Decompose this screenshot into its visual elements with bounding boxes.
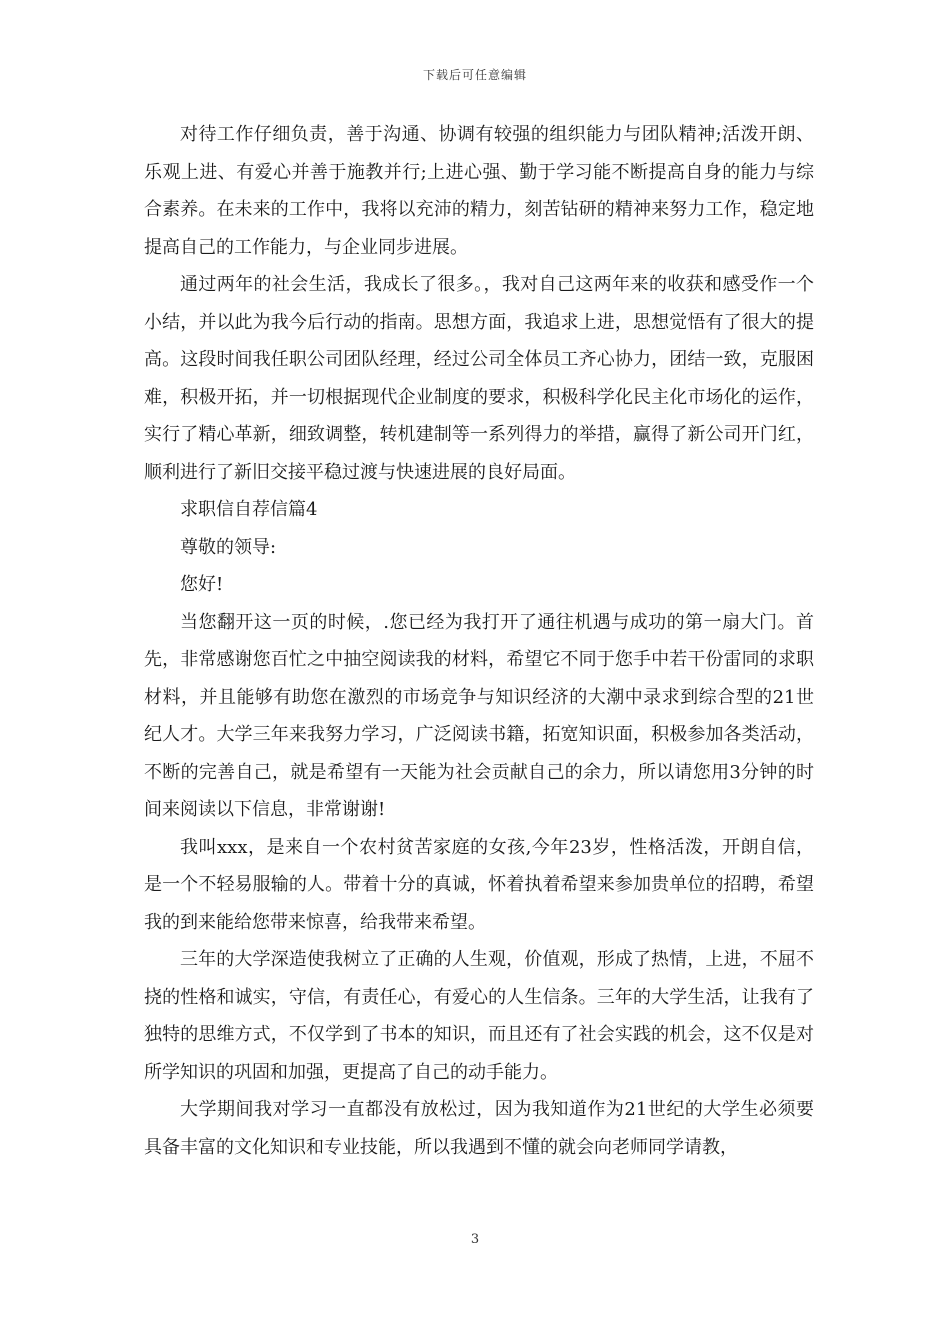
salutation: 尊敬的领导: bbox=[180, 536, 277, 558]
document-body bbox=[144, 116, 814, 1166]
paragraph-self-intro: 我叫xxx，是来自一个农村贫苦家庭的女孩,今年23岁，性格活泼，开朗自信，是一个不轻易服输的人。带着十分的真诚，怀着执着希望来参加贵单位的招聘，希望我的到来能给您带来惊喜，给我带来希望。 bbox=[144, 836, 814, 933]
paragraph-university-growth: 三年的大学深造使我树立了正确的人生观，价值观，形成了热情，上进，不屈不挠的性格和诚实，守信，有责任心，有爱心的人生信条。三年的大学生活，让我有了独特的思维方式，不仅学到了书本的知识，而且还有了社会实践的机会，这不仅是对所学知识的巩固和加强，更提高了自己的动手能力。 bbox=[144, 949, 814, 1083]
page-number: 3 bbox=[470, 1232, 480, 1247]
section-title: 求职信自荐信篇4 bbox=[180, 499, 318, 520]
greeting: 您好! bbox=[180, 574, 224, 595]
page-header: 下载后可任意编辑 bbox=[422, 68, 527, 82]
paragraph-opening: 当您翻开这一页的时候，.您已经为我打开了通往机遇与成功的第一扇大门。首先，非常感谢您百忙之中抽空阅读我的材料，希望它不同于您手中若干份雷同的求职材料，并且能够有助您在激烈的市场竞争与知识经济的大潮中录求到综合型的21世纪人才。大学三年来我努力学习，广泛阅读书籍，拓宽知识面，积极参加各类活动，不断的完善自己，就是希望有一天能为社会贡献自己的余力，所以请您用3分钟的时间来阅读以下信息，非常谢谢! bbox=[144, 611, 814, 820]
paragraph-study: 大学期间我对学习一直都没有放松过，因为我知道作为21世纪的大学生必须要具备丰富的文化知识和专业技能，所以我遇到不懂的就会向老师同学请教， bbox=[144, 1099, 814, 1158]
paragraph-work-attitude: 对待工作仔细负责，善于沟通、协调有较强的组织能力与团队精神;活泼开朗、乐观上进、有爱心并善于施教并行;上进心强、勤于学习能不断提高自身的能力与综合素养。在未来的工作中，我将以充沛的精力，刻苦钻研的精神来努力工作，稳定地提高自己的工作能力，与企业同步进展。 bbox=[144, 124, 814, 258]
paragraph-two-years-summary: 通过两年的社会生活，我成长了很多。，我对自己这两年来的收获和感受作一个小结，并以此为我今后行动的指南。思想方面，我追求上进，思想觉悟有了很大的提高。这段时间我任职公司团队经理，经过公司全体员工齐心协力，团结一致，克服困难，积极开拓，并一切根据现代企业制度的要求，积极科学化民主化市场化的运作，实行了精心革新，细致调整，转机建制等一系列得力的举措，赢得了新公司开门红，顺利进行了新旧交接平稳过渡与快速进展的良好局面。 bbox=[144, 274, 814, 483]
